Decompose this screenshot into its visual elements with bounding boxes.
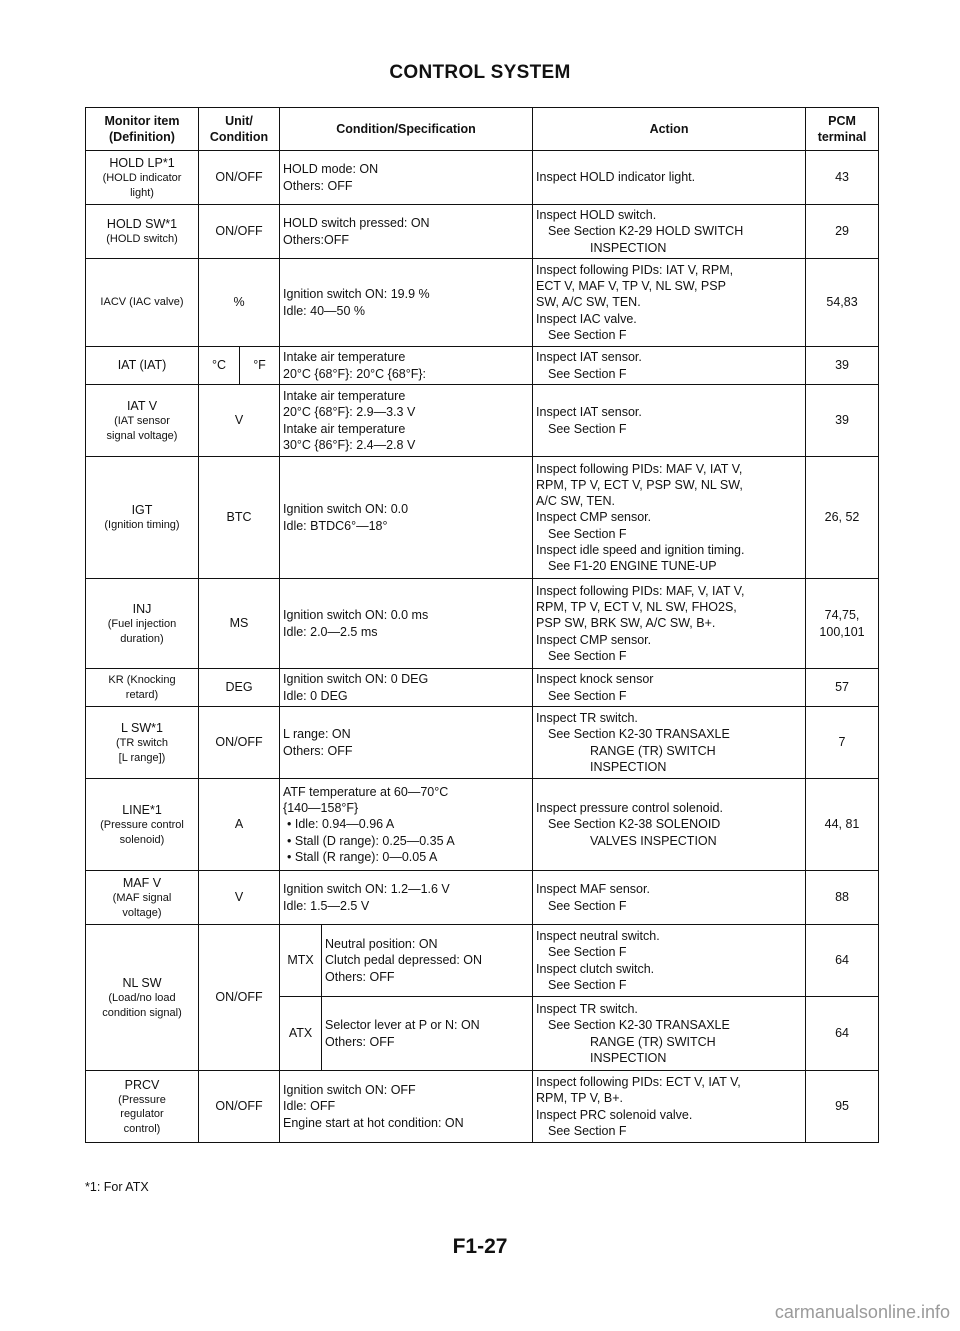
condition-cell: Ignition switch ON: 0.0 Idle: BTDC6°—18° (280, 457, 533, 579)
table-row (86, 579, 879, 669)
unit-cell: A (199, 779, 280, 871)
pcm-terminal-cell: 95 (806, 1071, 879, 1143)
transmission-type-cell: ATX (280, 997, 322, 1071)
header-row (86, 108, 879, 151)
footnote: *1: For ATX (85, 1180, 149, 1194)
action-cell: Inspect neutral switch. See Section F Inspect clutch switch. See Section F (533, 925, 806, 997)
monitor-item-cell: IGT (Ignition timing) (86, 457, 199, 579)
condition-cell: L range: ON Others: OFF (280, 707, 533, 779)
action-cell: Inspect MAF sensor. See Section F (533, 871, 806, 925)
condition-cell: Ignition switch ON: OFF Idle: OFF Engine start at hot condition: ON (280, 1071, 533, 1143)
table-row (86, 707, 879, 779)
unit-cell: DEG (199, 669, 280, 707)
unit-cell: ON/OFF (199, 205, 280, 259)
table-row (86, 151, 879, 205)
pcm-terminal-cell: 44, 81 (806, 779, 879, 871)
header-unit: Unit/ Condition (199, 108, 280, 151)
unit-cell: ON/OFF (199, 925, 280, 1071)
header-monitor-item: Monitor item (Definition) (86, 108, 199, 151)
condition-cell: ATF temperature at 60—70°C {140—158°F} • Idle: 0.94—0.96 A • Stall (D range): 0.25—0.35 A • Stall (R range): 0—0.05 A (280, 779, 533, 871)
unit-cell: ON/OFF (199, 151, 280, 205)
action-cell: Inspect HOLD indicator light. (533, 151, 806, 205)
table-row (86, 347, 879, 385)
action-cell: Inspect IAT sensor. See Section F (533, 385, 806, 457)
condition-cell: Neutral position: ON Clutch pedal depressed: ON Others: OFF (322, 925, 533, 997)
monitor-item-cell: L SW*1 (TR switch [L range]) (86, 707, 199, 779)
monitor-item-cell: PRCV (Pressure regulator control) (86, 1071, 199, 1143)
condition-cell: Intake air temperature 20°C {68°F}: 20°C {68°F}: (280, 347, 533, 385)
action-cell: Inspect HOLD switch. See Section K2-29 HOLD SWITCH INSPECTION (533, 205, 806, 259)
unit-cell: V (199, 871, 280, 925)
pcm-terminal-cell: 64 (806, 925, 879, 997)
pcm-terminal-cell: 64 (806, 997, 879, 1071)
monitor-item-cell: IAT (IAT) (86, 347, 199, 385)
pcm-terminal-cell: 54,83 (806, 259, 879, 347)
action-cell: Inspect following PIDs: ECT V, IAT V, RPM, TP V, B+. Inspect PRC solenoid valve. See Section F (533, 1071, 806, 1143)
action-cell: Inspect following PIDs: IAT V, RPM, ECT V, MAF V, TP V, NL SW, PSP SW, A/C SW, TEN. Inspect IAC valve. See Section F (533, 259, 806, 347)
page-title: CONTROL SYSTEM (389, 62, 571, 83)
monitor-item-cell: NL SW (Load/no load condition signal) (86, 925, 199, 1071)
unit-celsius-cell: °C (199, 347, 240, 385)
action-cell: Inspect following PIDs: MAF, V, IAT V, RPM, TP V, ECT V, NL SW, FHO2S, PSP SW, BRK SW, A/C SW, B+. Inspect CMP sensor. See Section F (533, 579, 806, 669)
monitor-table (85, 107, 879, 1143)
condition-cell: Selector lever at P or N: ON Others: OFF (322, 997, 533, 1071)
header-pcm-terminal: PCM terminal (806, 108, 879, 151)
table-row (86, 871, 879, 925)
action-cell: Inspect pressure control solenoid. See Section K2-38 SOLENOID VALVES INSPECTION (533, 779, 806, 871)
pcm-terminal-cell: 74,75, 100,101 (806, 579, 879, 669)
monitor-item-cell: MAF V (MAF signal voltage) (86, 871, 199, 925)
condition-cell: Ignition switch ON: 0 DEG Idle: 0 DEG (280, 669, 533, 707)
unit-cell: % (199, 259, 280, 347)
page-number: F1-27 (452, 1235, 508, 1258)
condition-cell: HOLD mode: ON Others: OFF (280, 151, 533, 205)
transmission-type-cell: MTX (280, 925, 322, 997)
table-row (86, 205, 879, 259)
pcm-terminal-cell: 29 (806, 205, 879, 259)
condition-cell: Ignition switch ON: 0.0 ms Idle: 2.0—2.5 ms (280, 579, 533, 669)
header-condition: Condition/Specification (280, 108, 533, 151)
unit-cell: BTC (199, 457, 280, 579)
unit-fahrenheit-cell: °F (240, 347, 280, 385)
pcm-terminal-cell: 43 (806, 151, 879, 205)
condition-cell: Ignition switch ON: 1.2—1.6 V Idle: 1.5—2.5 V (280, 871, 533, 925)
table-row (86, 1071, 879, 1143)
pcm-terminal-cell: 7 (806, 707, 879, 779)
pcm-terminal-cell: 39 (806, 347, 879, 385)
table-row (86, 779, 879, 871)
action-cell: Inspect following PIDs: MAF V, IAT V, RPM, TP V, ECT V, PSP SW, NL SW, A/C SW, TEN. Inspect CMP sensor. See Section F Inspect idle speed and ignition timing. See F1-20 ENGINE TUNE-UP (533, 457, 806, 579)
unit-cell: ON/OFF (199, 1071, 280, 1143)
watermark: carmanualsonline.info (774, 1302, 950, 1322)
monitor-item-cell: IAT V (IAT sensor signal voltage) (86, 385, 199, 457)
monitor-item-cell: LINE*1 (Pressure control solenoid) (86, 779, 199, 871)
unit-cell: ON/OFF (199, 707, 280, 779)
condition-cell: HOLD switch pressed: ON Others:OFF (280, 205, 533, 259)
monitor-item-cell: HOLD SW*1 (HOLD switch) (86, 205, 199, 259)
table-row (86, 259, 879, 347)
action-cell: Inspect knock sensor See Section F (533, 669, 806, 707)
table-row (86, 385, 879, 457)
monitor-item-cell: KR (Knocking retard) (86, 669, 199, 707)
action-cell: Inspect IAT sensor. See Section F (533, 347, 806, 385)
pcm-terminal-cell: 57 (806, 669, 879, 707)
table-row (86, 925, 879, 997)
pcm-terminal-cell: 39 (806, 385, 879, 457)
monitor-item-cell: HOLD LP*1 (HOLD indicator light) (86, 151, 199, 205)
condition-cell: Intake air temperature 20°C {68°F}: 2.9—3.3 V Intake air temperature 30°C {86°F}: 2.4—2.8 V (280, 385, 533, 457)
unit-cell: V (199, 385, 280, 457)
pcm-terminal-cell: 88 (806, 871, 879, 925)
pcm-terminal-cell: 26, 52 (806, 457, 879, 579)
monitor-item-cell: INJ (Fuel injection duration) (86, 579, 199, 669)
monitor-item-cell: IACV (IAC valve) (86, 259, 199, 347)
header-action: Action (533, 108, 806, 151)
action-cell: Inspect TR switch. See Section K2-30 TRANSAXLE RANGE (TR) SWITCH INSPECTION (533, 707, 806, 779)
action-cell: Inspect TR switch. See Section K2-30 TRANSAXLE RANGE (TR) SWITCH INSPECTION (533, 997, 806, 1071)
table-row (86, 457, 879, 579)
table-row (86, 669, 879, 707)
unit-cell: MS (199, 579, 280, 669)
condition-cell: Ignition switch ON: 19.9 % Idle: 40—50 % (280, 259, 533, 347)
